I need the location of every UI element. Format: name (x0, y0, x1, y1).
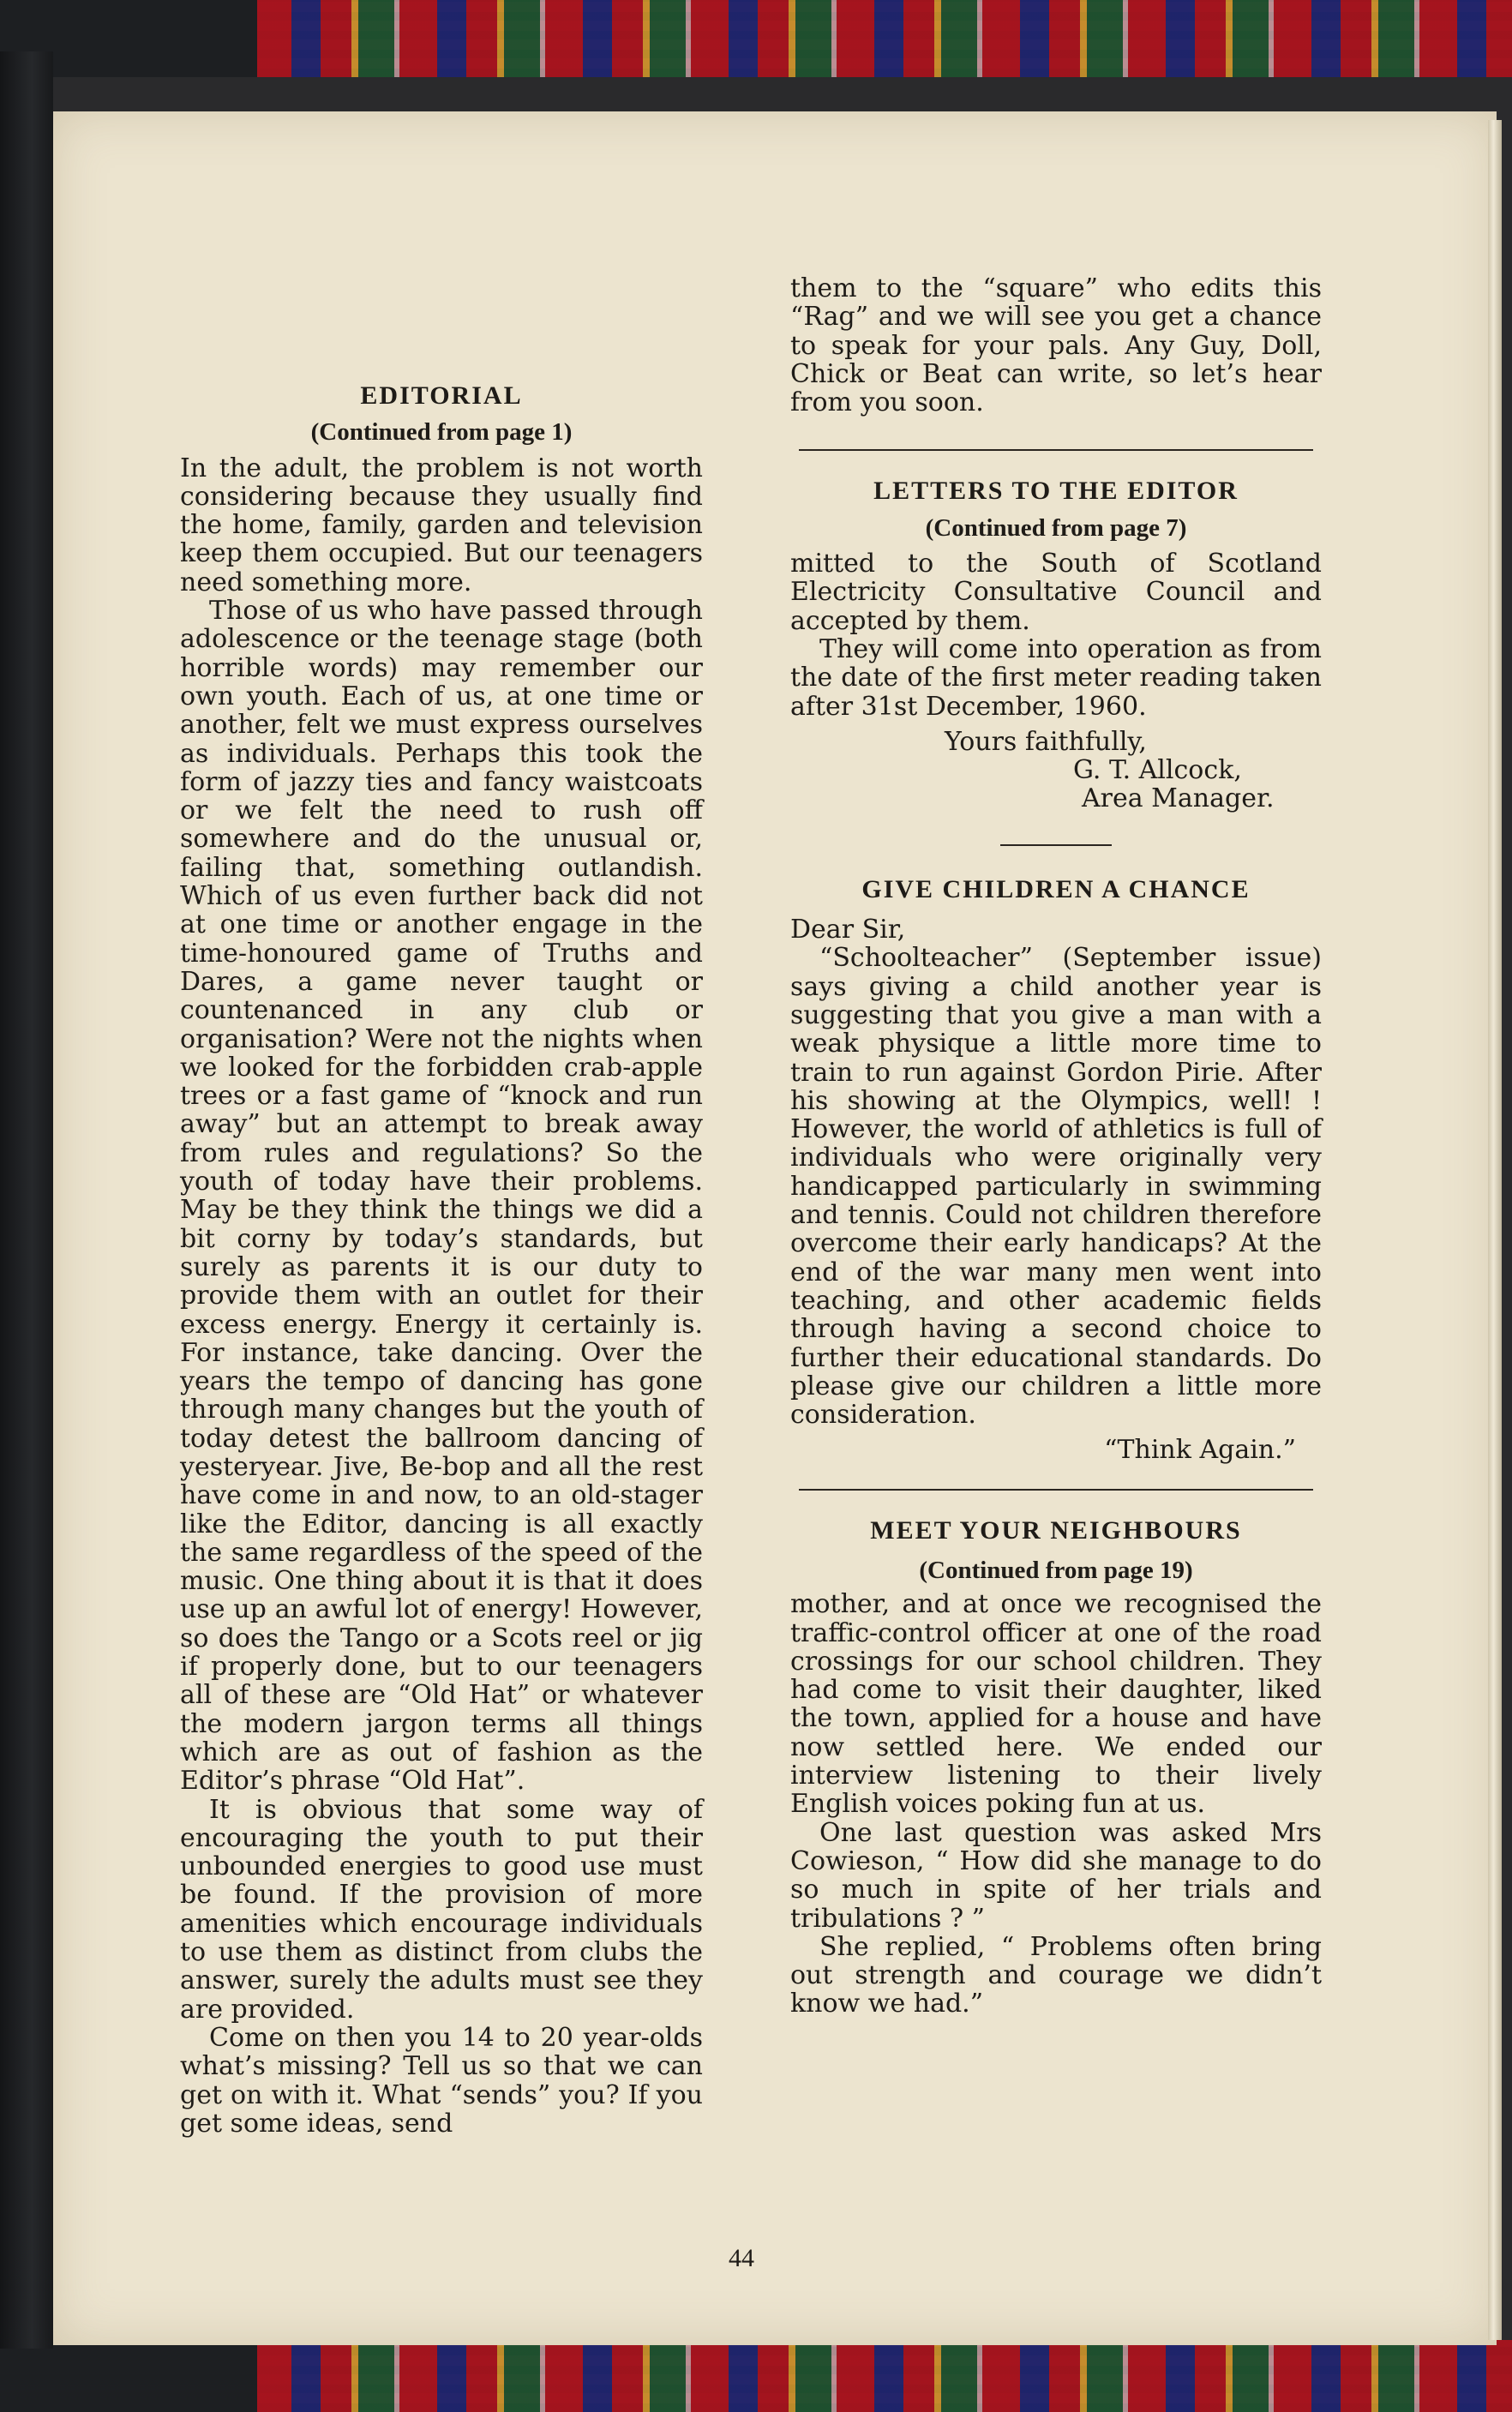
letters-closing: Yours faithfully, (945, 726, 1147, 757)
letters-signatory-name: G. T. Allcock, (1073, 755, 1242, 786)
editorial-paragraph-1: In the adult, the problem is not worth considering because they usually find the home, family, garden and television keep them occupied. But our teenagers need something more. (180, 453, 703, 597)
letters-paragraph-2: They will come into operation as from the date of the first meter reading taken after 31st December, 1960. (790, 633, 1322, 722)
section-divider (799, 449, 1313, 451)
letters-subheading: (Continued from page 7) (925, 513, 1187, 542)
editorial-paragraph-4: Come on then you 14 to 20 year-olds what’s missing? Tell us so that we can get on with it. What “sends” you? If you get some ideas, send (180, 2022, 703, 2139)
editorial-paragraph-5: them to the “square” who edits this “Rag” and we will see you get a chance to speak for your pals. Any Guy, Doll, Chick or Beat can write, so let’s hear from you soon. (790, 273, 1322, 418)
letters-paragraph-1: mitted to the South of Scotland Electricity Consultative Council and accepted by them. (790, 549, 1322, 636)
book-binding (0, 51, 53, 2349)
children-signature: “Think Again.” (1104, 1435, 1296, 1466)
editorial-heading: EDITORIAL (360, 381, 523, 410)
right-column (790, 274, 1322, 2019)
letters-heading: LETTERS TO THE EDITOR (873, 477, 1239, 506)
children-salutation: Dear Sir, (790, 915, 906, 945)
left-column (180, 87, 703, 2138)
neighbours-paragraph-2: One last question was asked Mrs Cowieson, “ How did she manage to do so much in spite of her trials and tribulations ? ” (790, 1817, 1322, 1934)
letters-signatory-title: Area Manager. (1082, 783, 1275, 814)
neighbours-heading: MEET YOUR NEIGHBOURS (870, 1515, 1242, 1545)
neighbours-paragraph-1: mother, and at once we recognised the traffic-control officer at one of the road crossings for our school children. They had come to visit their daughter, liked the town, applied for a house and have now settled here. We ended our interview listening to their lively English voices poking fun at us. (790, 1589, 1322, 1820)
editorial-subheading: (Continued from page 1) (310, 418, 573, 447)
children-paragraph-1: “Schoolteacher” (September issue) says giving a child another year is suggesting that you give a man with a weak physique a little more time to train to run against Gordon Pirie. After his showing at the Olympics, well! ! However, the world of athletics is full of individuals who were originally very handicapped particularly in swimming and tennis. Could not children therefore overcome their early handicaps? At the end of the war many men went into teaching, and other academic fields through having a second choice to further their educational standards. Do please give our children a little more consideration. (790, 943, 1322, 1431)
page-edge (1488, 120, 1502, 2340)
short-divider (1000, 844, 1112, 846)
section-divider-2 (799, 1489, 1313, 1491)
cover-shadow-bottom (0, 2340, 257, 2412)
children-heading: GIVE CHILDREN A CHANCE (861, 874, 1251, 903)
magazine-page (53, 111, 1497, 2345)
editorial-paragraph-2: Those of us who have passed through adolescence or the teenage stage (both horrible words) may remember our own youth. Each of us, at one time or another, felt we must express ourselves as individuals. Perhaps this took the form of jazzy ties and fancy waistcoats or we felt the need to rush off somewhere and do the unusual or, failing that, something outlandish. Which of us even further back did not at one time or another engage in the time-honoured game of Truths and Dares, a game never taught or countenanced in any club or organisation? Were not the nights when we looked for the forbidden crab-apple trees or a fast game of “knock and run away” but an attempt to break away from rules and regulations? So the youth of today have their problems. May be they think the things we did a bit corny by today’s standards, but surely as parents it is our duty to provide them with an outlet for their excess energy. Energy it certainly is. For instance, take dancing. Over the years the tempo of dancing has gone through many changes but the youth of today detest the ballroom dancing of yesteryear. Jive, Be-bop and all the rest have come in and now, to an old-stager like the Editor, dancing is all exactly the same regardless of the speed of the music. One thing about it is that it does use up an awful lot of energy! However, so does the Tango or a Scots reel or jig if properly done, but to our teenagers all of these are “Old Hat” or whatever the modern jargon terms all things which are as out of fashion as the Editor’s phrase “Old Hat”. (180, 596, 703, 1797)
editorial-paragraph-3: It is obvious that some way of encouraging the youth to put their unbounded energies to good use must be found. If the provision of more amenities which encourage individuals to use them as distinct from clubs the answer, surely the adults must see they are provided. (180, 1794, 703, 2025)
neighbours-paragraph-3: She replied, “ Problems often bring out strength and courage we didn’t know we had.” (790, 1931, 1322, 2019)
page-number: 44 (729, 2244, 754, 2272)
neighbours-subheading: (Continued from page 19) (919, 1556, 1193, 1584)
